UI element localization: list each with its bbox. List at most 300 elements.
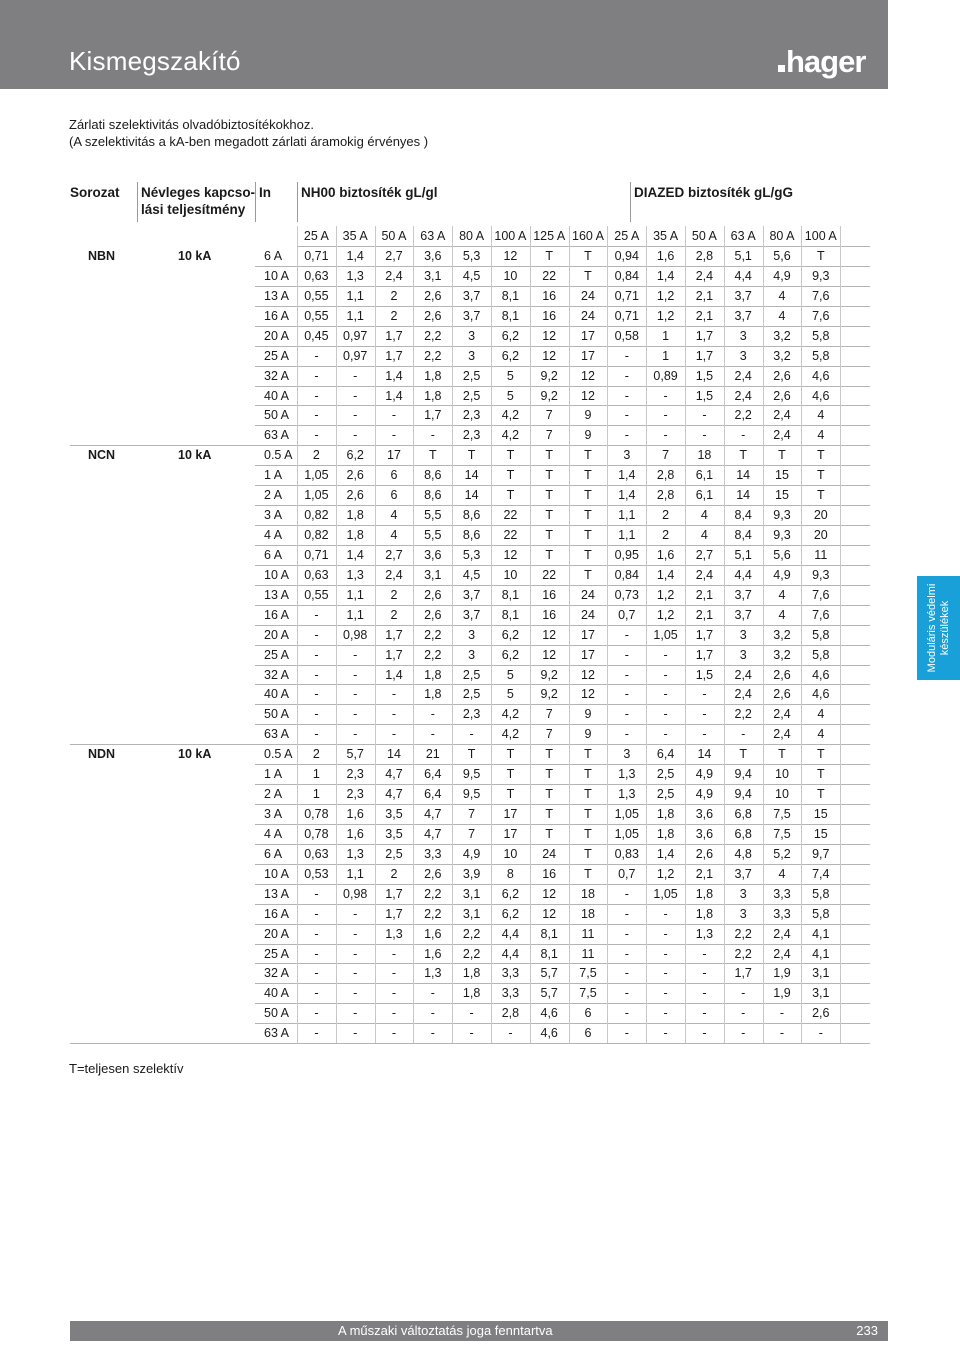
rated-current: 0.5 A	[264, 448, 293, 463]
table-cell: 2,7	[385, 249, 403, 263]
table-cell: -	[624, 926, 629, 941]
table-cell: 0,97	[343, 348, 368, 363]
header-diazed-amp: 100 A	[804, 229, 837, 243]
table-cell: 6,2	[346, 448, 364, 463]
table-cell: 7,6	[812, 308, 830, 323]
table-cell: 2,5	[462, 368, 481, 383]
table-cell: 12	[581, 368, 595, 383]
table-cell: 2,4	[385, 567, 403, 582]
table-cell: 2,1	[695, 607, 714, 622]
table-cell: 0,98	[343, 886, 368, 901]
table-cell: 8,6	[424, 468, 442, 483]
table-cell: 1,3	[424, 966, 442, 981]
table-cell: 0,95	[614, 547, 639, 562]
table-cell: 6,8	[734, 807, 752, 822]
table-grid-line	[297, 226, 298, 1043]
table-cell: 2,3	[346, 767, 364, 782]
table-cell: 0,83	[614, 846, 639, 861]
table-cell: -	[624, 368, 629, 383]
table-cell: 6	[390, 468, 398, 483]
rated-current: 0.5 A	[264, 747, 293, 762]
table-cell: 3,5	[385, 807, 403, 822]
header-nh-amp: 100 A	[494, 229, 527, 243]
table-cell: 3	[468, 647, 476, 662]
rated-current: 10 A	[264, 866, 290, 881]
table-cell: 4,7	[385, 787, 403, 802]
footer-text: A műszaki változtatás joga fenntartva	[338, 1323, 553, 1338]
table-cell: 14	[387, 747, 401, 762]
table-cell: -	[314, 1026, 319, 1041]
table-cell: 5,6	[773, 249, 791, 263]
table-cell: 7,5	[579, 986, 597, 1001]
table-cell: 8,1	[501, 288, 520, 303]
table-cell: 3,2	[773, 647, 791, 662]
table-cell: 4	[390, 508, 398, 523]
table-cell: 0,71	[304, 547, 329, 562]
table-cell: 10	[503, 567, 518, 582]
table-cell: -	[624, 348, 629, 363]
table-cell: 2,2	[424, 647, 442, 662]
rated-current: 20 A	[264, 627, 290, 642]
rated-current: 40 A	[264, 388, 290, 403]
table-cell: -	[624, 727, 629, 742]
table-cell: -	[469, 727, 474, 742]
table-cell: 9,3	[812, 567, 830, 582]
table-cell: T	[545, 807, 554, 822]
table-cell: 7	[662, 448, 670, 463]
table-cell: -	[314, 986, 319, 1001]
table-cell: 2,5	[656, 767, 675, 782]
table-cell: T	[545, 547, 554, 562]
table-cell: 7,5	[579, 966, 597, 981]
table-cell: -	[663, 946, 668, 961]
logo-text: hager	[786, 44, 866, 79]
intro-line-2: (A szelektivitás a kA-ben megadott zárlati áramokig érvényes )	[69, 134, 429, 149]
table-cell: 12	[503, 547, 518, 562]
table-cell: T	[545, 249, 554, 263]
table-cell: 1,2	[656, 607, 675, 622]
side-tab-label	[926, 584, 952, 673]
table-cell: 2,2	[734, 926, 752, 941]
table-cell: -	[353, 388, 358, 403]
table-cell: -	[391, 707, 397, 722]
table-cell: 1,7	[385, 348, 403, 363]
table-cell: 9,5	[462, 767, 481, 782]
table-cell: 4,5	[462, 567, 481, 582]
header-in: In	[259, 185, 271, 200]
table-cell: 1,05	[653, 627, 678, 642]
table-cell: 2,6	[346, 488, 364, 503]
table-cell: 0,7	[618, 866, 636, 881]
rated-current: 16 A	[264, 607, 290, 622]
table-cell: 2,2	[734, 946, 752, 961]
table-cell: 5,5	[424, 508, 442, 523]
table-cell: 4,4	[734, 268, 752, 283]
table-cell: -	[702, 1026, 707, 1041]
series-name: NBN	[88, 249, 116, 263]
table-cell: 1,8	[424, 687, 442, 702]
table-cell: 3,5	[385, 826, 403, 841]
hager-logo	[778, 44, 865, 80]
breaking-capacity: 10 kA	[178, 249, 212, 263]
table-cell: 4,9	[695, 787, 714, 802]
table-cell: 3,6	[695, 807, 714, 822]
table-cell: 3,7	[734, 288, 752, 303]
table-cell: 1,4	[618, 488, 636, 503]
table-cell: -	[663, 1006, 668, 1021]
header-kapcsolasi-teljesitmeny	[141, 184, 255, 218]
rated-current: 16 A	[264, 906, 290, 921]
table-cell: 1,9	[773, 986, 791, 1001]
table-cell: 8,4	[734, 528, 752, 543]
table-cell: 2,2	[424, 886, 442, 901]
table-cell: T	[467, 448, 476, 463]
table-cell: 4,1	[812, 946, 830, 961]
table-cell: 2,2	[424, 627, 442, 642]
table-cell: 1,6	[424, 946, 442, 961]
table-cell: 4,9	[695, 767, 714, 782]
table-cell: 4,6	[812, 368, 830, 383]
table-cell: -	[353, 707, 358, 722]
table-cell: 1,7	[385, 647, 403, 662]
table-cell: -	[353, 946, 358, 961]
table-cell: 5,8	[812, 906, 830, 921]
table-cell: 0,78	[304, 807, 329, 822]
table-cell: 1	[312, 787, 320, 802]
table-cell: -	[391, 428, 397, 443]
table-cell: 2,5	[462, 388, 481, 403]
table-cell: 4	[778, 587, 786, 602]
table-cell: 1,5	[695, 368, 714, 383]
table-cell: 8,4	[734, 508, 752, 523]
table-cell: -	[353, 687, 358, 702]
table-cell: -	[663, 408, 668, 423]
table-cell: T	[584, 807, 592, 822]
table-cell: 5,7	[540, 986, 558, 1001]
table-cell: 17	[581, 627, 595, 642]
table-cell: 3,7	[734, 308, 752, 323]
rated-current: 13 A	[264, 288, 290, 303]
table-cell: 2,1	[695, 866, 714, 881]
table-cell: 15	[775, 468, 789, 483]
table-cell: -	[624, 687, 629, 702]
table-cell: 0,82	[304, 528, 329, 543]
table-cell: 4,2	[501, 428, 520, 443]
rated-current: 10 A	[264, 268, 290, 283]
table-cell: 8,1	[540, 926, 558, 941]
table-cell: 12	[542, 348, 557, 363]
table-cell: -	[663, 647, 668, 662]
table-cell: 1,1	[346, 587, 364, 602]
table-cell: 9	[584, 727, 592, 742]
table-cell: -	[624, 986, 629, 1001]
table-cell: T	[506, 747, 515, 762]
table-cell: 17	[503, 826, 518, 841]
table-cell: 3	[739, 348, 747, 363]
table-cell: T	[545, 468, 554, 483]
table-cell: 3,3	[424, 846, 442, 861]
table-cell: 1,3	[346, 846, 364, 861]
header-nh-amp: 125 A	[533, 229, 566, 243]
table-cell: -	[624, 966, 629, 981]
table-cell: 5	[506, 388, 514, 403]
table-cell: 1,6	[656, 249, 675, 263]
table-cell: 11	[581, 946, 595, 961]
table-cell: 1,05	[614, 807, 639, 822]
table-cell: 3,3	[501, 966, 520, 981]
table-cell: 24	[581, 288, 595, 303]
table-cell: 2,2	[462, 926, 481, 941]
table-cell: T	[506, 488, 515, 503]
table-cell: 4	[817, 727, 825, 742]
table-cell: -	[353, 727, 358, 742]
table-cell: 2,2	[462, 946, 481, 961]
header-nh-amp: 160 A	[572, 229, 604, 243]
rated-current: 25 A	[264, 647, 290, 662]
table-cell: -	[624, 1006, 629, 1021]
table-cell: 1,5	[695, 667, 714, 682]
table-cell: -	[430, 986, 435, 1001]
table-cell: T	[584, 747, 592, 762]
table-cell: 9,4	[734, 767, 752, 782]
table-cell: -	[314, 687, 319, 702]
table-cell: 3,3	[501, 986, 520, 1001]
table-cell: 1,8	[346, 528, 364, 543]
table-cell: 17	[581, 348, 595, 363]
table-cell: -	[314, 966, 319, 981]
header-sorozat: Sorozat	[70, 185, 120, 200]
table-cell: 0,58	[614, 328, 639, 343]
table-cell: 3,7	[462, 308, 481, 323]
table-cell: -	[353, 408, 358, 423]
table-cell: 12	[542, 906, 557, 921]
table-cell: -	[430, 1006, 435, 1021]
table-cell: -	[353, 1006, 358, 1021]
table-cell: 1,05	[614, 826, 639, 841]
table-cell: 4,2	[501, 707, 520, 722]
table-cell: 1,1	[618, 528, 636, 543]
table-cell: 1,4	[385, 368, 403, 383]
table-cell: -	[314, 707, 319, 722]
table-cell: 4	[817, 408, 825, 423]
table-cell: 15	[813, 807, 828, 822]
table-rule	[70, 1043, 870, 1044]
table-cell: -	[469, 1026, 474, 1041]
table-cell: 1	[662, 348, 670, 363]
table-cell: 0,84	[614, 567, 639, 582]
table-cell: 5,8	[812, 348, 830, 363]
table-cell: 3,7	[734, 866, 752, 881]
table-cell: 1,8	[656, 826, 675, 841]
header-divider	[255, 182, 256, 222]
header-diazed-amp: 63 A	[730, 229, 756, 243]
table-cell: 1,8	[424, 667, 442, 682]
table-cell: 3	[468, 328, 476, 343]
table-cell: T	[584, 826, 592, 841]
table-cell: 7	[545, 408, 553, 423]
table-cell: 4,9	[462, 846, 481, 861]
table-cell: T	[545, 767, 554, 782]
table-cell: 14	[697, 747, 712, 762]
table-cell: 1,8	[695, 906, 714, 921]
side-tab-line-2: készülékek	[938, 600, 951, 656]
table-cell: 2,8	[656, 488, 675, 503]
table-cell: 9	[584, 408, 592, 423]
rated-current: 1 A	[264, 468, 283, 483]
table-cell: -	[624, 946, 629, 961]
table-cell: T	[778, 747, 786, 762]
table-cell: 1,7	[695, 647, 714, 662]
table-cell: 18	[697, 448, 712, 463]
table-cell: 4,6	[812, 667, 830, 682]
table-cell: 10	[775, 787, 789, 802]
header-diazed-amp: 50 A	[691, 229, 717, 243]
table-cell: -	[663, 667, 668, 682]
table-cell: 5	[506, 687, 514, 702]
series-name: NCN	[88, 448, 116, 463]
table-cell: -	[624, 647, 629, 662]
table-cell: T	[506, 787, 515, 802]
table-cell: -	[741, 727, 746, 742]
table-cell: 9,4	[734, 787, 752, 802]
header-nh-amp: 50 A	[381, 229, 407, 243]
table-cell: 2,4	[734, 667, 752, 682]
table-cell: 1,4	[346, 547, 364, 562]
table-cell: 6	[584, 1006, 592, 1021]
table-cell: 22	[503, 528, 518, 543]
header-kapcs-line-1: Névleges kapcso-	[141, 185, 256, 200]
table-cell: 8,1	[540, 946, 558, 961]
table-cell: 0,73	[614, 587, 639, 602]
table-cell: -	[353, 428, 358, 443]
table-cell: -	[314, 348, 319, 363]
table-cell: 0,63	[304, 567, 329, 582]
table-cell: 5,6	[773, 547, 791, 562]
table-cell: 5,8	[812, 328, 830, 343]
table-cell: 2,6	[424, 607, 442, 622]
table-cell: 3	[468, 627, 476, 642]
table-cell: 5,8	[812, 627, 830, 642]
table-cell: 2,4	[734, 388, 752, 403]
table-cell: -	[779, 1026, 785, 1041]
rated-current: 1 A	[264, 767, 283, 782]
table-cell: 1,6	[346, 807, 364, 822]
table-cell: 6,2	[501, 348, 520, 363]
table-cell: T	[816, 747, 825, 762]
table-cell: 2,7	[695, 547, 714, 562]
table-cell: -	[314, 946, 319, 961]
table-cell: 1,3	[346, 268, 364, 283]
table-grid-line	[336, 226, 337, 1043]
table-cell: 6,2	[501, 328, 520, 343]
table-cell: 1,8	[695, 886, 714, 901]
table-cell: -	[702, 687, 707, 702]
table-cell: T	[584, 866, 592, 881]
table-cell: 0,53	[304, 866, 329, 881]
table-cell: -	[663, 388, 668, 403]
rated-current: 25 A	[264, 946, 290, 961]
table-cell: 22	[503, 508, 518, 523]
table-cell: 3	[468, 348, 476, 363]
table-grid-line	[569, 226, 570, 1043]
table-cell: -	[741, 1026, 746, 1041]
table-cell: 2,4	[773, 408, 791, 423]
table-cell: 24	[542, 846, 557, 861]
table-cell: 4,6	[540, 1006, 558, 1021]
table-cell: -	[663, 906, 668, 921]
table-cell: 12	[542, 886, 557, 901]
table-cell: 16	[542, 866, 557, 881]
table-cell: -	[353, 368, 358, 383]
table-cell: 0,45	[304, 328, 329, 343]
table-cell: 1,1	[346, 308, 364, 323]
table-cell: 9,2	[540, 667, 558, 682]
table-cell: -	[624, 1026, 629, 1041]
table-cell: 5,5	[424, 528, 442, 543]
table-cell: 2,1	[695, 587, 714, 602]
table-cell: T	[584, 488, 592, 503]
table-cell: 0,78	[304, 826, 329, 841]
table-cell: 0,89	[653, 368, 678, 383]
table-grid-line	[491, 226, 492, 1043]
table-cell: 3,6	[424, 547, 442, 562]
rated-current: 63 A	[264, 1026, 290, 1041]
table-cell: 2,4	[773, 946, 791, 961]
table-cell: 7	[468, 826, 476, 841]
table-cell: 1,4	[656, 846, 675, 861]
table-cell: 4	[817, 707, 825, 722]
table-cell: T	[428, 448, 437, 463]
rated-current: 25 A	[264, 348, 290, 363]
rated-current: 6 A	[264, 846, 283, 861]
table-cell: T	[584, 508, 592, 523]
table-cell: 1,1	[618, 508, 636, 523]
table-cell: -	[624, 906, 629, 921]
table-cell: -	[702, 946, 707, 961]
table-cell: 14	[464, 488, 479, 503]
table-cell: 5,8	[812, 886, 830, 901]
rated-current: 63 A	[264, 727, 290, 742]
table-grid-line	[413, 226, 414, 1043]
header-nh-amp: 35 A	[342, 229, 368, 243]
table-cell: T	[545, 488, 554, 503]
table-cell: 1	[662, 328, 670, 343]
table-cell: -	[314, 607, 319, 622]
table-cell: -	[741, 986, 746, 1001]
table-cell: 6	[390, 488, 398, 503]
table-cell: 3,1	[812, 966, 830, 981]
table-cell: 2,4	[773, 707, 791, 722]
table-cell: 1,3	[385, 926, 403, 941]
table-cell: 14	[464, 468, 479, 483]
table-cell: 4,4	[734, 567, 752, 582]
table-cell: T	[584, 249, 592, 263]
table-cell: 8	[506, 866, 514, 881]
table-cell: 0,55	[304, 587, 329, 602]
rated-current: 50 A	[264, 1006, 290, 1021]
table-cell: 9,3	[812, 268, 830, 283]
table-cell: T	[584, 448, 592, 463]
table-cell: 5,3	[462, 547, 481, 562]
table-cell: 1,3	[618, 767, 636, 782]
table-cell: 3,1	[462, 886, 481, 901]
table-cell: T	[739, 448, 748, 463]
table-cell: 2,7	[385, 547, 403, 562]
page-title: Kismegszakító	[69, 46, 241, 76]
table-cell: 2,6	[773, 388, 791, 403]
table-cell: 2,6	[695, 846, 714, 861]
table-cell: 3,3	[773, 886, 791, 901]
